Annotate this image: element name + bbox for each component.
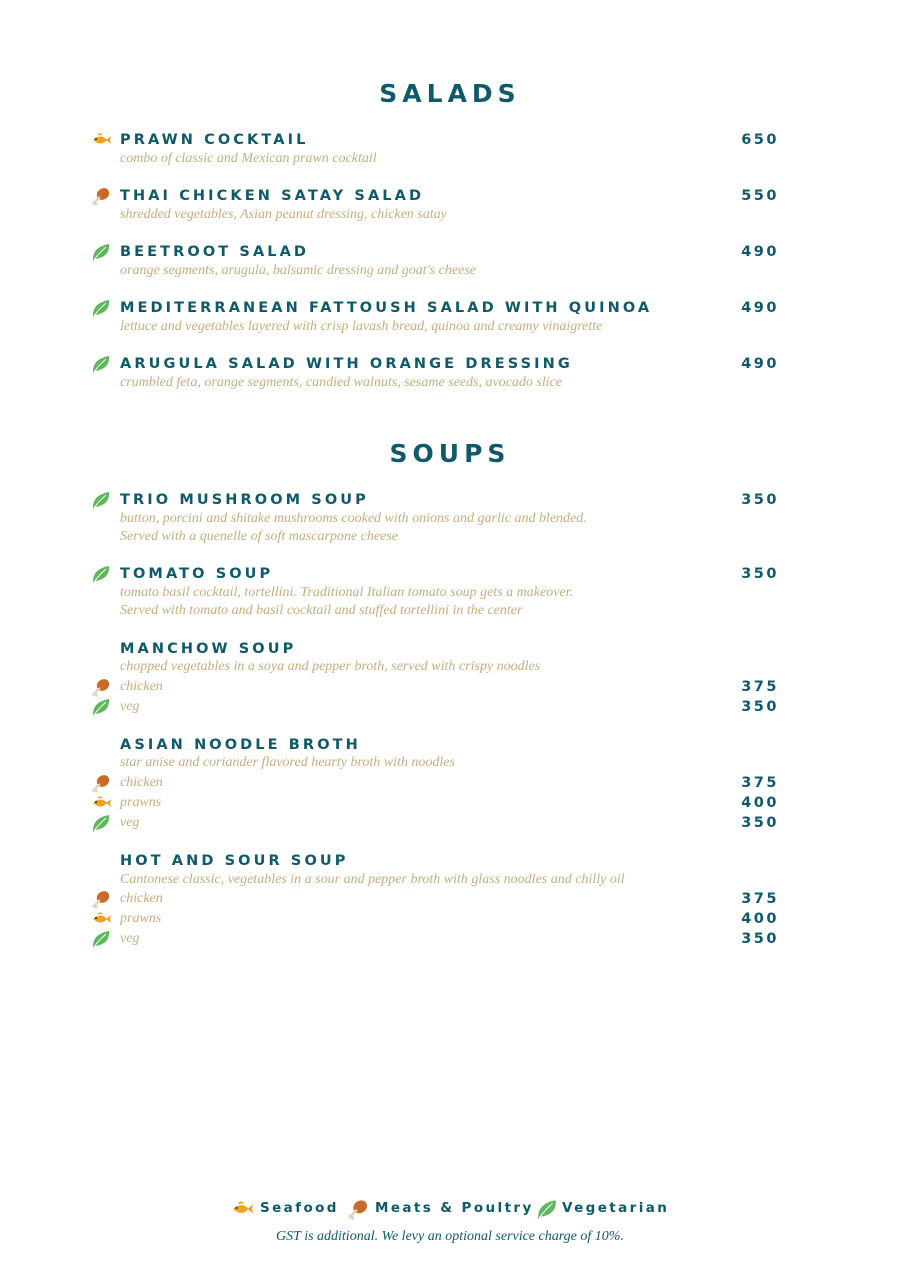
menu-item <box>0 639 900 659</box>
fish-icon <box>90 793 112 813</box>
variant-label: chicken <box>120 891 163 906</box>
item-description: combo of classic and Mexican prawn cocktail <box>120 151 377 166</box>
leaf-icon <box>90 697 112 717</box>
item-name: ASIAN NOODLE BROTH <box>120 737 361 753</box>
item-price: 550 <box>741 188 779 204</box>
item-price: 350 <box>741 492 779 508</box>
variant-label: prawns <box>120 795 162 810</box>
menu-item <box>0 298 900 318</box>
variant-price: 375 <box>741 891 779 907</box>
drumstick-icon <box>90 677 112 697</box>
variant-price: 350 <box>741 699 779 715</box>
leaf-icon <box>90 490 112 510</box>
item-description: chopped vegetables in a soya and pepper broth, served with crispy noodles <box>120 659 541 674</box>
variant-label: veg <box>120 699 140 714</box>
legend-label: Meats & Poultry <box>375 1200 534 1216</box>
salads-title: SALADS <box>379 79 521 108</box>
item-description: tomato basil cocktail, tortellini. Traditional Italian tomato soup gets a makeover. <box>120 585 574 600</box>
variant-price: 375 <box>741 679 779 695</box>
variant-row <box>0 677 900 697</box>
item-name: PRAWN COCKTAIL <box>120 132 309 148</box>
leaf-icon <box>534 1198 560 1220</box>
legend-label: Vegetarian <box>562 1200 670 1216</box>
leaf-icon <box>90 813 112 833</box>
item-description: Served with tomato and basil cocktail and stuffed tortellini in the center <box>120 603 523 618</box>
menu-item <box>0 851 900 871</box>
variant-row <box>0 697 900 717</box>
variant-row <box>0 773 900 793</box>
item-description: crumbled feta, orange segments, candied walnuts, sesame seeds, avocado slice <box>120 375 563 390</box>
leaf-icon <box>90 354 112 374</box>
fish-icon <box>90 130 112 150</box>
variant-row <box>0 929 900 949</box>
variant-row <box>0 813 900 833</box>
variant-label: chicken <box>120 775 163 790</box>
soups-title: SOUPS <box>389 439 511 468</box>
item-description: lettuce and vegetables layered with crisp lavash bread, quinoa and creamy vinaigrette <box>120 319 603 334</box>
item-description: button, porcini and shitake mushrooms cooked with onions and garlic and blended. <box>120 511 587 526</box>
item-description: star anise and coriander flavored hearty broth with noodles <box>120 755 455 770</box>
menu-item <box>0 186 900 206</box>
footnote: GST is additional. We levy an optional service charge of 10%. <box>276 1229 624 1244</box>
item-name: MEDITERRANEAN FATTOUSH SALAD WITH QUINOA <box>120 300 653 316</box>
drumstick-icon <box>90 186 112 206</box>
item-price: 350 <box>741 566 779 582</box>
variant-row <box>0 793 900 813</box>
item-description: shredded vegetables, Asian peanut dressing, chicken satay <box>120 207 447 222</box>
drumstick-icon <box>90 889 112 909</box>
item-name: THAI CHICKEN SATAY SALAD <box>120 188 425 204</box>
item-price: 650 <box>741 132 779 148</box>
variant-price: 375 <box>741 775 779 791</box>
variant-price: 350 <box>741 931 779 947</box>
variant-price: 400 <box>741 911 779 927</box>
variant-label: chicken <box>120 679 163 694</box>
variant-label: veg <box>120 815 140 830</box>
variant-label: veg <box>120 931 140 946</box>
menu-item <box>0 735 900 755</box>
variant-price: 400 <box>741 795 779 811</box>
variant-row <box>0 889 900 909</box>
menu-item <box>0 130 900 150</box>
drumstick-icon <box>90 773 112 793</box>
menu-item <box>0 354 900 374</box>
variant-price: 350 <box>741 815 779 831</box>
fish-icon <box>229 1198 255 1220</box>
fish-icon <box>90 909 112 929</box>
leaf-icon <box>90 929 112 949</box>
item-description: Served with a quenelle of soft mascarpone cheese <box>120 529 398 544</box>
menu-item <box>0 564 900 584</box>
variant-row <box>0 909 900 929</box>
item-name: BEETROOT SALAD <box>120 244 310 260</box>
item-name: MANCHOW SOUP <box>120 641 297 657</box>
item-name: HOT AND SOUR SOUP <box>120 853 349 869</box>
item-description: orange segments, arugula, balsamic dressing and goat's cheese <box>120 263 476 278</box>
item-price: 490 <box>741 356 779 372</box>
menu-item <box>0 242 900 262</box>
item-name: ARUGULA SALAD WITH ORANGE DRESSING <box>120 356 573 372</box>
item-name: TOMATO SOUP <box>120 566 274 582</box>
item-price: 490 <box>741 244 779 260</box>
leaf-icon <box>90 242 112 262</box>
leaf-icon <box>90 564 112 584</box>
item-price: 490 <box>741 300 779 316</box>
drumstick-icon <box>345 1198 371 1220</box>
variant-label: prawns <box>120 911 162 926</box>
leaf-icon <box>90 298 112 318</box>
item-description: Cantonese classic, vegetables in a sour and pepper broth with glass noodles and chilly oil <box>120 872 625 887</box>
legend-label: Seafood <box>260 1200 339 1216</box>
menu-item <box>0 490 900 510</box>
legend <box>0 1197 900 1221</box>
item-name: TRIO MUSHROOM SOUP <box>120 492 369 508</box>
